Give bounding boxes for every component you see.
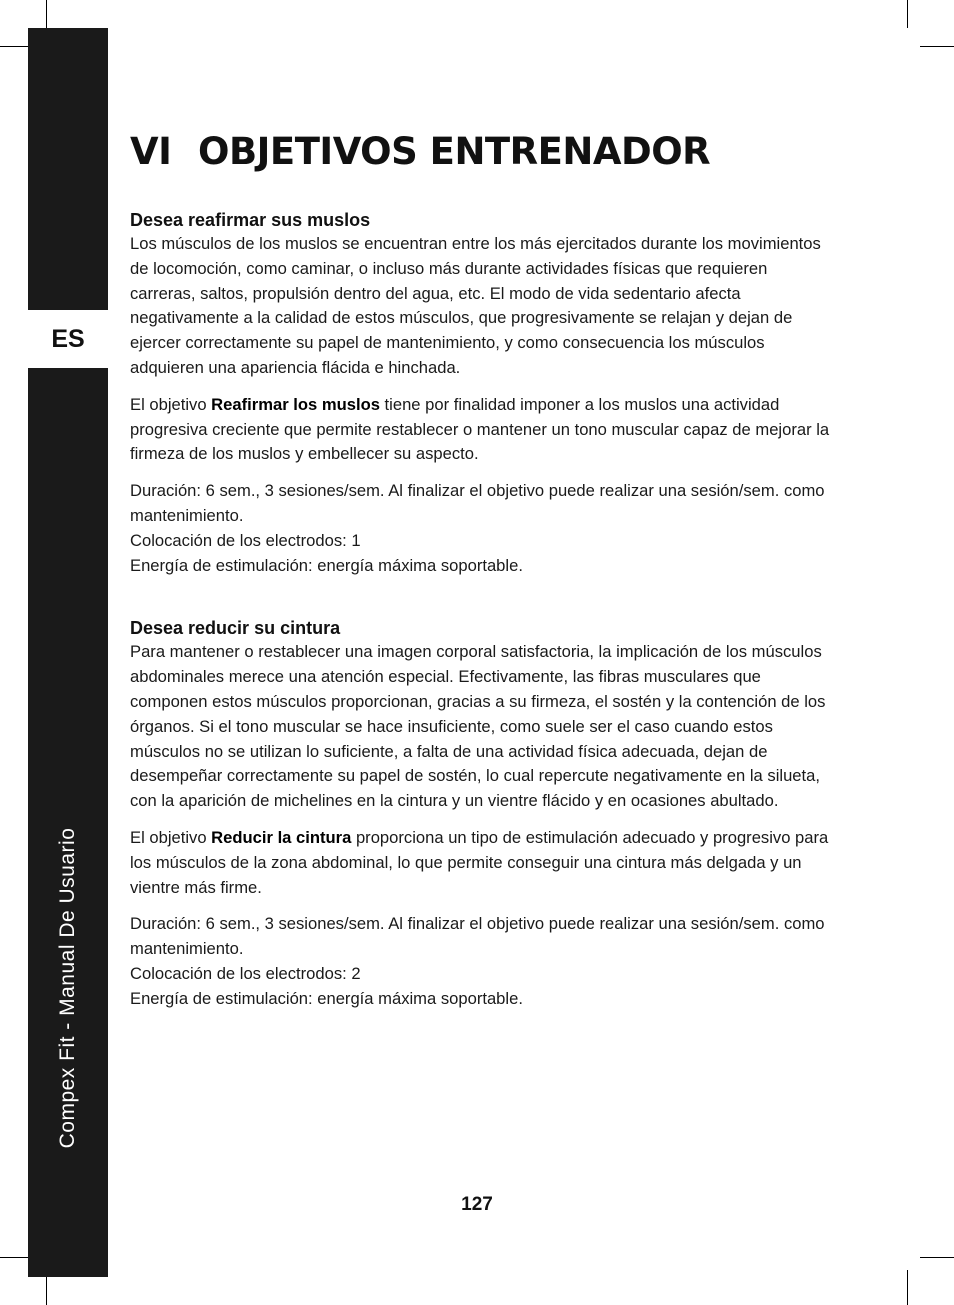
crop-mark: [907, 0, 908, 28]
chapter-title: [130, 128, 830, 176]
section-waist: [130, 616, 830, 1011]
program-details: [130, 479, 830, 578]
objective-text: proporciona un tipo de estimulación adecuado y progresivo para los músculos de la zona abdominal, lo que permite conseguir una cintura más delgada y un vientre más firme.: [130, 827, 829, 897]
energy-text: Energía de estimulación: energía máxima soportable.: [130, 555, 523, 575]
objective-prefix: El objetivo: [130, 827, 212, 847]
crop-mark: [46, 1277, 47, 1305]
section-thighs: [130, 208, 830, 578]
crop-mark: [46, 0, 47, 28]
objective-name: Reafirmar los muslos: [211, 394, 380, 414]
program-details: [130, 912, 830, 1011]
language-tab: [28, 310, 108, 368]
crop-mark: [907, 1270, 908, 1305]
language-label: ES: [51, 324, 85, 353]
crop-mark: [0, 1257, 28, 1258]
objective-description: [130, 826, 830, 900]
section-heading: Desea reafirmar sus muslos: [130, 210, 371, 230]
manual-title-vertical: Compex Fit - Manual De Usuario: [56, 827, 79, 1149]
crop-mark: [0, 46, 28, 47]
energy-text: Energía de estimulación: energía máxima soportable.: [130, 988, 523, 1008]
crop-mark: [920, 1257, 954, 1258]
section-intro: Los músculos de los muslos se encuentran entre los más ejercitados durante los movimientos de locomoción, como caminar, o incluso más durante actividades físicas que requieren carreras, saltos, propulsión dentro del agua, etc. El modo de vida sedentario afecta negativamente a la calidad de estos músculos, que progresivamente se relajan y dejan de ejercer correctamente su papel de mantenimiento, y como consecuencia los músculos adquieren una apariencia flácida e hinchada.: [130, 234, 821, 377]
objective-name: Reducir la cintura: [211, 827, 352, 847]
chapter-number: VI: [130, 130, 172, 173]
electrodes-text: Colocación de los electrodos: 1: [130, 530, 361, 550]
page-content: [130, 128, 830, 1012]
crop-mark: [920, 46, 954, 47]
objective-description: [130, 393, 830, 467]
chapter-name: OBJETIVOS ENTRENADOR: [198, 130, 711, 173]
objective-prefix: El objetivo: [130, 394, 212, 414]
electrodes-text: Colocación de los electrodos: 2: [130, 963, 361, 983]
section-heading: Desea reducir su cintura: [130, 618, 341, 639]
sidebar-top-band: [28, 28, 108, 310]
objective-text: tiene por finalidad imponer a los muslos una actividad progresiva creciente que permite restablecer o mantener un tono muscular capaz de mejorar la firmeza de los muslos y embellecer su aspecto.: [130, 394, 830, 464]
section-intro: Para mantener o restablecer una imagen corporal satisfactoria, la implicación de los músculos abdominales merece una atención especial. Efectivamente, las fibras musculares que componen estos músculos proporcionan, gracias a su firmeza, el sostén y la contención de los órganos. Si el tono muscular se hace insuficiente, como suele ser el caso cuando estos músculos no se utilizan lo suficiente, a falta de una actividad física adecuada, dejan de desempeñar correctamente su papel de sostén, lo cual repercute negativamente en la silueta, con la aparición de michelines en la cintura y un vientre flácido y en ocasiones abultado.: [130, 642, 826, 811]
duration-text: Duración: 6 sem., 3 sesiones/sem. Al finalizar el objetivo puede realizar una sesión/sem. como mantenimiento.: [130, 914, 825, 959]
page-number: 127: [461, 1194, 493, 1215]
duration-text: Duración: 6 sem., 3 sesiones/sem. Al finalizar el objetivo puede realizar una sesión/sem. como mantenimiento.: [130, 481, 825, 525]
